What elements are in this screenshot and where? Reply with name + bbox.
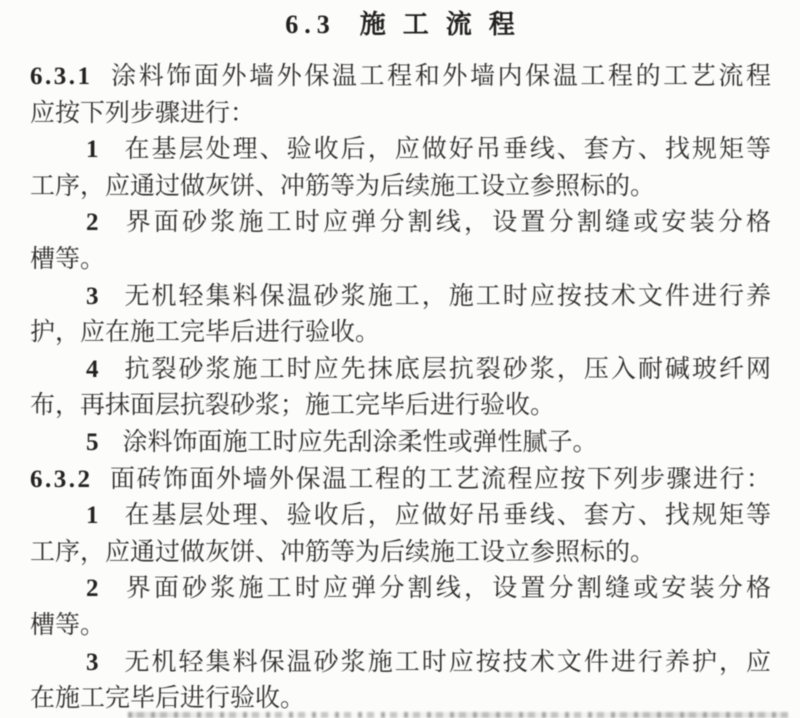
line-text: 界面砂浆施工时应弹分割线，设置分割缝或安装分格: [122, 209, 771, 237]
step-number: 2: [86, 575, 99, 603]
step-number: 5: [86, 428, 99, 456]
line-text: 应按下列步骤进行：: [30, 99, 256, 127]
line-text: 面砖饰面外墙外保温工程的工艺流程应按下列步骤进行：: [108, 465, 771, 493]
text-line: [30, 608, 771, 645]
line-text: 槽等。: [30, 245, 106, 273]
text-line: [30, 571, 771, 608]
text-line: [30, 279, 771, 316]
line-text: 槽等。: [30, 611, 106, 639]
clause-number: 6.3.2: [30, 465, 93, 493]
text-line: [30, 388, 771, 425]
line-text: 界面砂浆施工时应弹分割线，设置分割缝或安装分格: [122, 575, 771, 603]
line-text: 布，再抹面层抗裂砂浆；施工完毕后进行验收。: [30, 392, 556, 420]
text-line: [30, 425, 771, 462]
line-text: 工序，应通过做灰饼、冲筋等为后续施工设立参照标的。: [30, 172, 656, 200]
line-text: 在施工完毕后进行验收。: [30, 685, 306, 713]
line-text: 无机轻集料保温砂浆施工，施工时应按技术文件进行养: [122, 282, 771, 310]
section-heading-text: 施工流程: [359, 10, 532, 39]
text-line: [30, 242, 771, 279]
step-number: 2: [86, 209, 99, 237]
text-line: [30, 462, 771, 499]
text-line: [30, 352, 771, 389]
line-text: 无机轻集料保温砂浆施工时应按技术文件进行养护，应: [122, 648, 771, 676]
text-line: [30, 59, 771, 96]
step-number: 3: [86, 282, 99, 310]
text-line: [30, 645, 771, 682]
section-number: 6.3: [285, 10, 336, 39]
text-line: [30, 96, 771, 133]
text-line: [30, 205, 771, 242]
step-number: 1: [86, 136, 99, 164]
text-line: [30, 132, 771, 169]
text-line: [30, 315, 771, 352]
section-heading: [0, 8, 800, 42]
cut-off-next-line: [128, 712, 788, 718]
text-line: [30, 169, 771, 206]
line-text: 涂料饰面施工时应先刮涂柔性或弹性腻子。: [122, 428, 598, 456]
line-text: 工序，应通过做灰饼、冲筋等为后续施工设立参照标的。: [30, 538, 656, 566]
line-text: 护，应在施工完毕后进行验收。: [30, 319, 381, 347]
step-number: 1: [86, 502, 99, 530]
line-text: 抗裂砂浆施工时应先抹底层抗裂砂浆，压入耐碱玻纤网: [122, 355, 771, 383]
document-body: [30, 59, 771, 718]
text-line: [30, 498, 771, 535]
line-text: 在基层处理、验收后，应做好吊垂线、套方、找规矩等: [122, 502, 771, 530]
step-number: 3: [86, 648, 99, 676]
step-number: 4: [86, 355, 99, 383]
line-text: 涂料饰面外墙外保温工程和外墙内保温工程的工艺流程: [108, 63, 771, 90]
clause-number: 6.3.1: [30, 63, 93, 90]
text-line: [30, 535, 771, 572]
line-text: 在基层处理、验收后，应做好吊垂线、套方、找规矩等: [122, 136, 771, 164]
